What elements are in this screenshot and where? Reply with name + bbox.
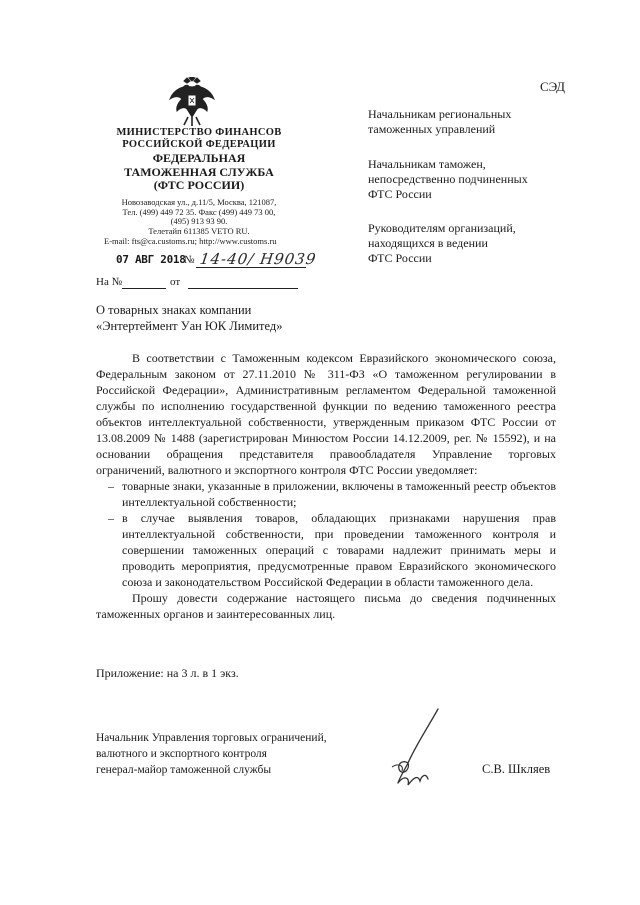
sender-email: E-mail: fts@ca.customs.ru; http://www.customs.ru xyxy=(104,236,277,246)
coat-of-arms-icon xyxy=(168,77,216,127)
reference-label: На № xyxy=(96,276,123,288)
number-underline xyxy=(196,267,306,268)
addressee-block xyxy=(368,157,568,202)
signatory-title xyxy=(96,730,376,778)
addressee-line: непосредственно подчиненных xyxy=(368,172,528,186)
letter-subject xyxy=(96,302,326,334)
registration-date: 07 АВГ 2018 xyxy=(116,253,186,266)
signatory-name: С.В. Шкляев xyxy=(482,762,551,776)
addressee-line: ФТС России xyxy=(368,187,432,201)
body-paragraph: В соответствии с Таможенным кодексом Евразийского экономического союза, Федеральным законом от 27.11.2010 № 311-ФЗ «О таможенном регулировании в Российской Федерации», Административным регламентом Федеральной таможенной службы по исполнению государственной функции по ведению таможенного реестра объектов интеллектуальной собственности, утвержденным приказом ФТС России от 13.08.2009 № 1488 (зарегистрирован Минюстом России 14.12.2009, рег. № 15592), и на основании обращения представителя правообладателя Управление торговых ограничений, валютного и экспортного контроля ФТС России уведомляет: xyxy=(96,351,556,477)
address-line: Телетайп 611385 VETO RU. xyxy=(148,225,250,236)
ministry-line: МИНИСТЕРСТВО ФИНАНСОВ xyxy=(116,127,282,138)
from-blank xyxy=(188,288,298,289)
registration-number: 14-40/ Н9039 xyxy=(198,250,318,268)
service-line: ФЕДЕРАЛЬНАЯ xyxy=(152,151,246,165)
subject-line: О товарных знаках компании xyxy=(96,303,252,317)
subject-line: «Энтертеймент Уан ЮК Лимитед» xyxy=(96,319,283,333)
signatory-title-line: генерал-майор таможенной службы xyxy=(96,764,272,776)
document-marking: СЭД xyxy=(540,79,566,94)
ministry-line: РОССИЙСКОЙ ФЕДЕРАЦИИ xyxy=(122,139,276,150)
address-line: Тел. (499) 449 72 35. Факс (499) 449 73 00, xyxy=(122,206,276,217)
reference-blank xyxy=(122,288,166,289)
registration-line xyxy=(104,250,334,269)
addressee-line: Начальникам региональных xyxy=(368,107,512,121)
service-line: (ФТС РОССИИ) xyxy=(153,178,245,192)
service-line: ТАМОЖЕННАЯ СЛУЖБА xyxy=(124,164,274,179)
addressee-line: Начальникам таможен, xyxy=(368,157,486,171)
notice-item: – в случае выявления товаров, обладающих признаками нарушения прав интеллектуальной собственности, при проведении таможенного контроля и совершении таможенных операций с товарами надлежит принимать меры и проводить мероприятия, предусмотренные правом Евразийского экономического союза и законодательством Российской Федерации в области таможенного дела. xyxy=(96,510,556,590)
reference-line xyxy=(96,276,316,290)
address-line: (495) 913 93 90. xyxy=(170,216,228,227)
addressee-block xyxy=(368,107,568,137)
signatory-title-line: Начальник Управления торговых ограничений, xyxy=(96,732,327,744)
letter-body xyxy=(96,350,556,622)
addressee-line: находящихся в ведении xyxy=(368,236,488,250)
body-paragraph: Прошу довести содержание настоящего письма до сведения подчиненных таможенных органов и заинтересованных лиц. xyxy=(96,591,556,621)
ministry-name xyxy=(110,127,288,151)
addressee-line: Руководителям организаций, xyxy=(368,221,516,235)
addressee-block xyxy=(368,221,568,266)
from-label: от xyxy=(170,276,181,288)
sender-address xyxy=(104,198,294,236)
notice-list xyxy=(96,478,556,590)
signatory-title-line: валютного и экспортного контроля xyxy=(96,748,267,760)
address-line: Новозаводская ул., д.11/5, Москва, 121087, xyxy=(121,197,277,207)
addressee-line: ФТС России xyxy=(368,251,432,265)
attachment-note: Приложение: на 3 л. в 1 экз. xyxy=(96,666,239,680)
number-label: № xyxy=(184,254,195,266)
handwritten-signature xyxy=(378,705,450,790)
notice-item: – товарные знаки, указанные в приложении, включены в таможенный реестр объектов интеллектуальной собственности; xyxy=(96,478,556,510)
service-name xyxy=(110,152,288,193)
addressee-line: таможенных управлений xyxy=(368,122,496,136)
